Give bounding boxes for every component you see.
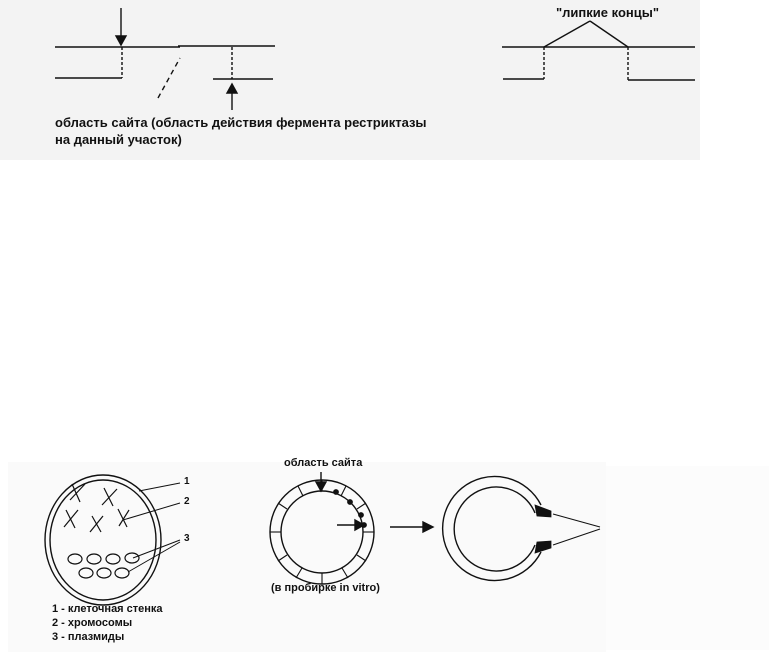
legend-cell-wall: 1 - клеточная стенка [52,603,163,615]
sticky-end-upper [535,505,551,517]
site-caption-line-1: область сайта (область действия фермента рестриктазы [55,115,427,130]
callout-1-line [139,483,180,491]
callout-3: 3 [184,533,190,544]
sticky-ends-label: "липкие концы" [556,5,659,20]
callout-1: 1 [184,476,190,487]
plasmid-outer [270,480,374,584]
in-vitro-label: (в пробирке in vitro) [271,582,380,594]
sticky-end-lower [535,541,551,553]
site-caption-line-2: на данный участок) [55,132,182,147]
opened-plasmid-outer [443,476,541,580]
plasmid-site-label: область сайта [284,457,363,469]
dna-site-diagram [55,8,275,110]
cell-wall-outer [45,475,161,605]
break-slash [158,58,180,98]
arrow-down-icon [116,36,126,45]
legend-chromosomes: 2 - хромосомы [52,617,133,629]
site-arrow-icon [316,482,326,491]
opened-plasmid [443,476,600,580]
callout-2: 2 [184,496,190,507]
opened-plasmid-inner [454,487,535,571]
site-dot-2 [348,500,352,504]
site-dot-3 [359,513,363,517]
sticky-pointer-right [590,21,628,47]
sticky-pointer-left [544,21,590,47]
arrow-up-icon [227,84,237,93]
site-dot-1 [334,490,338,494]
plasmid-ring [270,472,374,584]
process-arrow-icon [423,522,433,532]
sticky-ends-diagram [502,21,695,80]
sticky-end-pointer-lower [553,529,600,545]
bacterial-cell [45,475,180,605]
legend-plasmids: 3 - плазмиды [52,631,125,643]
cell-wall-inner [50,480,156,600]
sticky-end-pointer-upper [553,514,600,527]
chromosomes [64,484,129,532]
plasmids [68,553,139,578]
callout-2-line [123,503,180,520]
restriction-site-caption [55,114,427,148]
